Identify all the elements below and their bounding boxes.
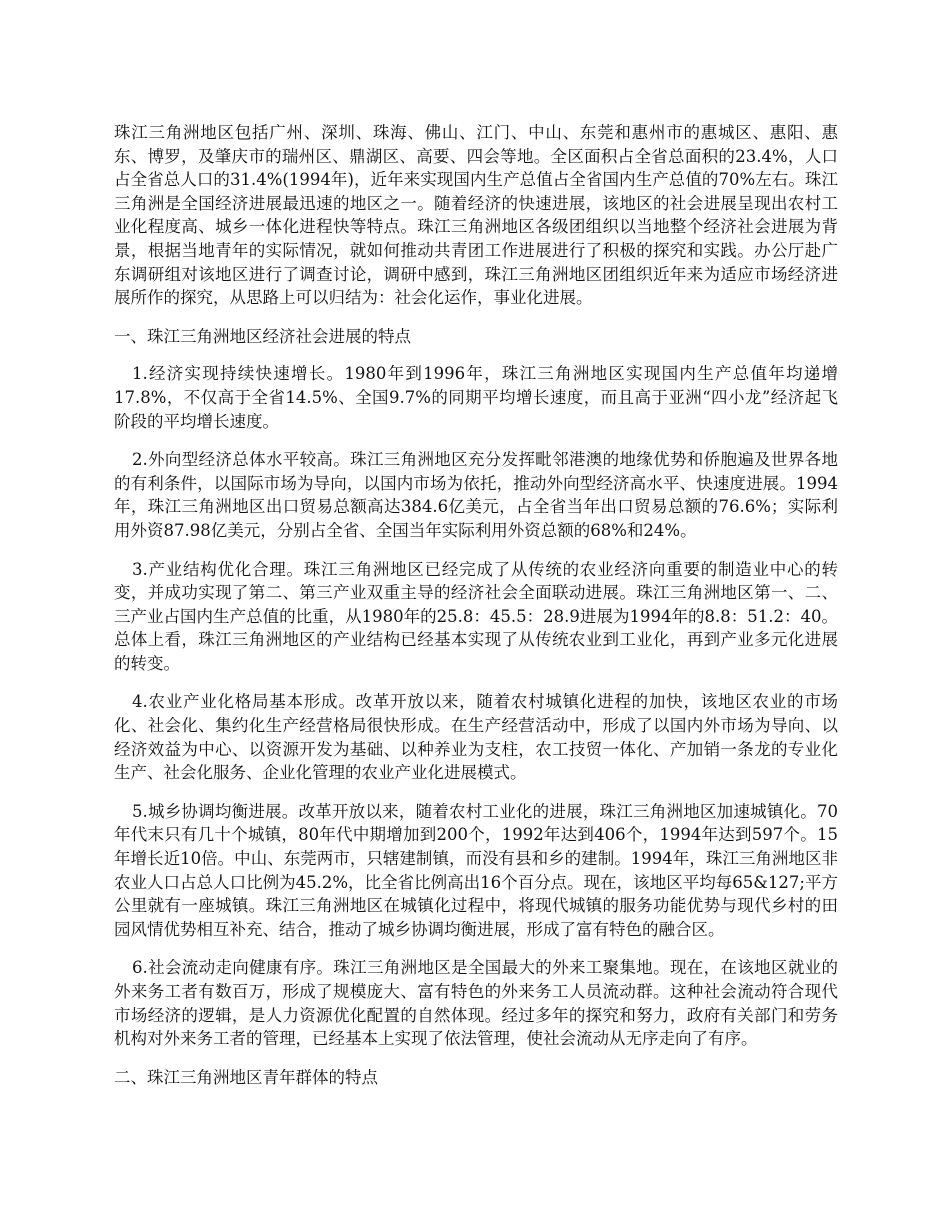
list-item: 1.经济实现持续快速增长。1980年到1996年，珠江三角洲地区实现国内生产总值年均递增17.8%，不仅高于全省14.5%、全国9.7%的同期平均增长速度，而且高于亚洲“四小龙”经济起飞阶段的平均增长速度。: [114, 364, 838, 431]
list-item: 4.农业产业化格局基本形成。改革开放以来，随着农村城镇化进程的加快，该地区农业的市场化、社会化、集约化生产经营格局很快形成。在生产经营活动中，形成了以国内外市场为导向、以经济效益为中心、以资源开发为基础、以种养业为支柱，农工技贸一体化、产加销一条龙的专业化生产、社会化服务、企业化管理的农业产业化进展模式。: [114, 692, 838, 783]
section-heading-1: 一、珠江三角洲地区经济社会进展的特点: [114, 326, 411, 346]
section-heading-2: 二、珠江三角洲地区青年群体的特点: [114, 1067, 378, 1087]
list-item: 6.社会流动走向健康有序。珠江三角洲地区是全国最大的外来工聚集地。现在，在该地区就业的外来务工者有数百万，形成了规模庞大、富有特色的外来务工人员流动群。这种社会流动符合现代市场经济的逻辑，是人力资源优化配置的自然体现。经过多年的探究和努力，政府有关部门和劳务机构对外来务工者的管理，已经基本上实现了依法管理，使社会流动从无序走向了有序。: [114, 958, 838, 1049]
list-item: 2.外向型经济总体水平较高。珠江三角洲地区充分发挥毗邻港澳的地缘优势和侨胞遍及世界各地的有利条件，以国际市场为导向，以国内市场为依托，推动外向型经济高水平、快速度进展。1994年，珠江三角洲地区出口贸易总额高达384.6亿美元，占全省当年出口贸易总额的76.6%；实际利用外资87.98亿美元，分别占全省、全国当年实际利用外资总额的68%和24%。: [114, 450, 838, 540]
document-body: [114, 121, 838, 1103]
list-item: 5.城乡协调均衡进展。改革开放以来，随着农村工业化的进展，珠江三角洲地区加速城镇化。70年代末只有几十个城镇，80年代中期增加到200个，1992年达到406个，1994年达到597个。15年增长近10倍。中山、东莞两市，只辖建制镇，而没有县和乡的建制。1994年，珠江三角洲地区非农业人口占总人口比例为45.2%，比全省比例高出16个百分点。现在，该地区平均每65&127;平方公里就有一座城镇。珠江三角洲地区在城镇化过程中，将现代城镇的服务功能优势与现代乡村的田园风情优势相互补充、结合，推动了城乡协调均衡进展，形成了富有特色的融合区。: [114, 801, 838, 939]
intro-paragraph: 珠江三角洲地区包括广州、深圳、珠海、佛山、江门、中山、东莞和惠州市的惠城区、惠阳、惠东、博罗，及肇庆市的瑞州区、鼎湖区、高要、四会等地。全区面积占全省总面积的23.4%，人口占全省总人口的31.4%(1994年)，近年来实现国内生产总值占全省国内生产总值的70%左右。珠江三角洲是全国经济进展最迅速的地区之一。随着经济的快速进展，该地区的社会进展呈现出农村工业化程度高、城乡一体化进程快等特点。珠江三角洲地区各级团组织以当地整个经济社会进展为背景，根据当地青年的实际情况，就如何推动共青团工作进展进行了积极的探究和实践。办公厅赴广东调研组对该地区进行了调查讨论，调研中感到，珠江三角洲地区团组织近年来为适应市场经济进展所作的探究，从思路上可以归结为：社会化运作，事业化进展。: [114, 123, 838, 308]
list-item: 3.产业结构优化合理。珠江三角洲地区已经完成了从传统的农业经济向重要的制造业中心的转变，并成功实现了第二、第三产业双重主导的经济社会全面联动进展。珠江三角洲地区第一、二、三产业占国内生产总值的比重，从1980年的25.8：45.5：28.9进展为1994年的8.8：51.2：40。总体上看，珠江三角洲地区的产业结构已经基本实现了从传统农业到工业化，再到产业多元化进展的转变。: [114, 559, 838, 673]
